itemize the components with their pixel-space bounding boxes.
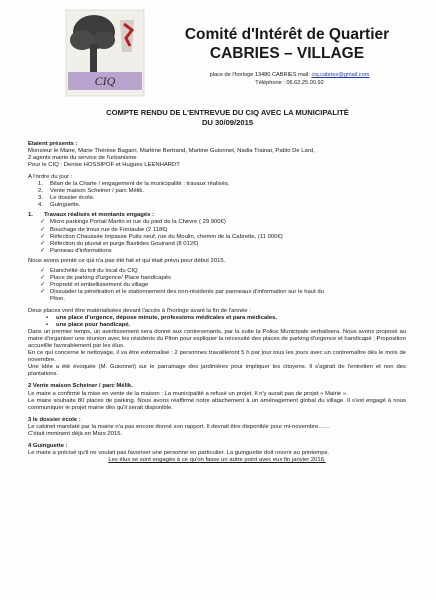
check-icon: ✓	[40, 233, 45, 240]
list-item: 4. Guinguette.	[38, 202, 81, 209]
paragraph: En ce qui concerne le nettoyage, il va être externalisé : 2 personnes travailleront 5 h par jour tous les jours avec un contremaître dès le mois de novembre.	[28, 350, 406, 364]
list-item: ✓ Réfection Chaussée Impasse Puits neuf, rue du Moulin, chemin de la Cabrette, (11 000€)	[40, 233, 283, 240]
list-item: ✓ Panneau d'informations	[40, 247, 112, 254]
check-icon: ✓	[40, 219, 45, 226]
present-line: Pour le CIQ : Denise HOSSIPOF et Hugues LEENHARDT	[28, 162, 180, 169]
org-subtitle: CABRIES – VILLAGE	[209, 45, 365, 62]
address: place de l'horloge 13480 CABRIES mail:	[209, 72, 312, 78]
check-icon: ✓	[40, 274, 45, 281]
paragraph: Le cabinet mandaté par la mairie n'a pas encore donné son rapport. Il devrait être disponible pour mi-novembre……	[28, 423, 331, 430]
paragraph: C'était imminent déjà en Mars 2015.	[28, 430, 123, 437]
report-heading-date: DU 30/09/2015	[201, 118, 254, 127]
email-link[interactable]: ciq.cabries@gmail.com	[311, 72, 370, 78]
bullet-icon: •	[46, 322, 49, 329]
present-label: Etaient présents :	[28, 141, 78, 147]
present-line: 2 agents mairie du service de l'urbanisme	[28, 155, 137, 162]
paragraph: Le maire a confirmé la mise en vente de la maison ; La municipalité a refusé un projet. Il n'y aurait pas de projet « Mairie ».	[28, 390, 348, 397]
check-icon: ✓	[40, 226, 45, 233]
check-icon: ✓	[40, 288, 45, 295]
list-item: ✓ Propreté et embellissement du village	[40, 281, 149, 288]
org-title: Comité d'Intérêt de Quartier	[184, 26, 390, 43]
list-item: 1. Bilan de la Charte / engagement de la municipalité : travaux réalisés.	[38, 181, 230, 188]
agenda-label: A l'ordre du jour :	[28, 174, 73, 181]
paragraph: Une idée a été évoquée (M. Guionnet) sur le parrainage des jardinières pour impliquer les citoyens. Il s'agirait de l'entretien et non des plantations.	[28, 364, 406, 378]
list-item: ✓ Dissuader la pénétration et le stationnement des non-résidents par panneaux d'information sur le haut du	[40, 288, 324, 295]
list-item-continuation: Piton.	[50, 295, 66, 302]
todo-list	[28, 268, 406, 303]
bullet-icon: •	[46, 315, 49, 322]
report-heading	[60, 108, 395, 128]
list-item: 2. Vente maison Scheiner / parc Mélik.	[38, 188, 144, 195]
ciq-logo	[64, 8, 146, 98]
check-icon: ✓	[40, 281, 45, 288]
list-item: • une place d'urgence, dépose minute, professions médicales et para médicales.	[46, 315, 278, 322]
report-heading-line1: COMPTE RENDU DE L'ENTREVUE DU CIQ AVEC LA MUNICIPALITÉ	[106, 108, 349, 117]
check-icon: ✓	[40, 267, 45, 274]
contact-info	[152, 72, 427, 87]
logo-text: CIQ	[94, 74, 116, 88]
check-icon: ✓	[40, 240, 45, 247]
list-item: ✓ Réfection du pluvial et purge Bastides Gouirand (8 012€)	[40, 240, 199, 247]
report-body	[28, 141, 406, 464]
list-item: ✓ Micro parkings Portail Martin et rue du pied de la Chèvre ( 29 900€)	[40, 219, 226, 226]
list-item: ✓ Bouchage de trous rue de Fontaube (2 118€)	[40, 226, 168, 233]
paragraph: Le maire a précisé qu'il ne voulait pas favoriser une personne en particulier. La guinguette doit rouvrir au printemps.	[28, 449, 330, 456]
done-list	[28, 219, 406, 254]
list-item: • une place pour handicapé.	[46, 322, 131, 329]
check-icon: ✓	[40, 247, 45, 254]
section-1-title: 1. Travaux réalisés et montants engagés :	[28, 212, 155, 219]
list-item: ✓ Etanchéité du toit du local du CIQ	[40, 267, 138, 274]
agenda-list	[28, 181, 406, 209]
section-2-title: 2 Vente maison Scheiner / parc Mélik.	[28, 383, 133, 390]
present-line: Monsieur le Maire, Marie Thérèse Bagarri, Marlène Bertrand, Martine Guionnet, Nadia Trainar, Pablo De Lard,	[28, 148, 315, 155]
section-3-title: 3 le dossier école :	[28, 416, 81, 423]
list-item: 3. Le dossier école.	[38, 195, 95, 202]
section-1-note: Nous avons pointé ce qui n'a pas été fait et qui était prévu pour début 2015.	[28, 257, 226, 264]
tree-logo-icon	[64, 8, 146, 98]
section-4-title: 4 Guinguette :	[28, 442, 68, 449]
closing-statement: Les élus se sont engagés à ce qu'on fasse un autre point avec eux fin janvier 2016.	[108, 456, 326, 463]
places-intro: Deux places vont être matérialisées devant l'accès à l'horloge avant la fin de l'année :	[28, 307, 251, 314]
paragraph: Dans un premier temps, un avertissement sera donné aux contrevenants, par la suite la Police Municipale verbalisera. Nous avons proposé au maire d'organiser une réunion avec les résidents du Piton pour expliquer la nécessité des places de parking d'urgence et handicapé ; Proposition accueillie favorablement par les élus.	[28, 329, 406, 350]
places-list	[28, 315, 406, 329]
list-item: ✓ Place de parking d'urgence/ Place handicapés	[40, 274, 171, 281]
paragraph: Le maire souhaite 80 places de parking. Nous avons réaffirmé notre attachement à un aménagement global du village. Il s'est engagé à nous communiquer le projet mairie dès qu'il serait disponible.	[28, 397, 406, 411]
phone: Téléphone : 06.62.25.00.92	[255, 79, 324, 86]
